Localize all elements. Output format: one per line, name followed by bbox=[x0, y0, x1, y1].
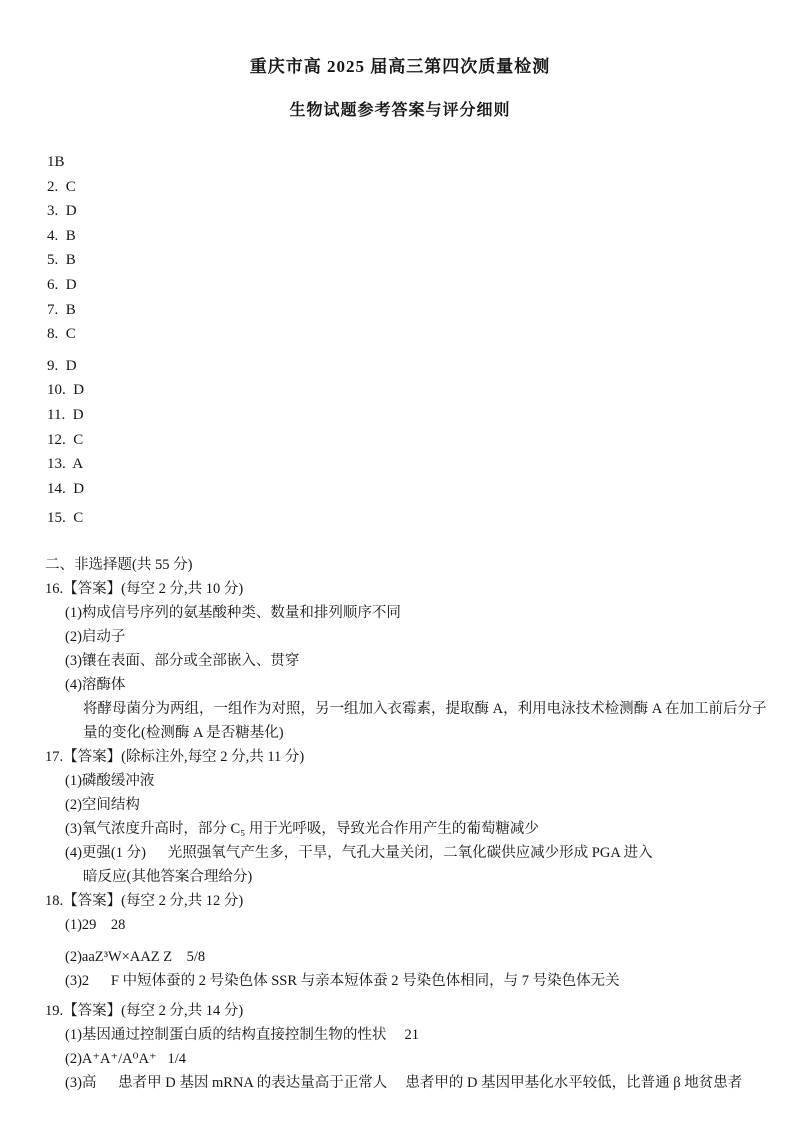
q18-answer-3: (3)2 F 中短体蚕的 2 号染色体 SSR 与亲本短体蚕 2 号染色体相同，与 7 号染色体无关 bbox=[65, 972, 620, 989]
q16-header: 16.【答案】(每空 2 分,共 10 分) bbox=[45, 580, 244, 597]
q16-answer-4-explain-1: 将酵母菌分为两组，一组作为对照，另一组加入衣霉素，提取酶 A，利用电泳技术检测酶 A 在加工前后分子 bbox=[83, 700, 767, 717]
q17-header: 17.【答案】(除标注外,每空 2 分,共 11 分) bbox=[45, 748, 305, 765]
mcq-answer-line-7: 7. B bbox=[47, 301, 76, 318]
q19-answer-1: (1)基因通过控制蛋白质的结构直接控制生物的性状 21 bbox=[65, 1026, 420, 1043]
q19-answer-3: (3)高 患者甲 D 基因 mRNA 的表达量高于正常人 患者甲的 D 基因甲基化水平较低，比普通 β 地贫患者 bbox=[65, 1074, 743, 1091]
q17-answer-1: (1)磷酸缓冲液 bbox=[65, 772, 155, 789]
mcq-answer-line-14: 14. D bbox=[47, 480, 85, 497]
mcq-answer-line-1: 1B bbox=[47, 154, 65, 170]
q16-answer-2: (2)启动子 bbox=[65, 628, 126, 645]
q16-answer-3: (3)镶在表面、部分或全部嵌入、贯穿 bbox=[65, 652, 300, 669]
q18-answer-1: (1)29 28 bbox=[65, 916, 126, 933]
q16-answer-4-explain-2: 量的变化(检测酶 A 是否糖基化) bbox=[83, 724, 284, 741]
mcq-answer-line-13: 13. A bbox=[47, 456, 84, 473]
mcq-answer-line-10: 10. D bbox=[47, 382, 85, 399]
mcq-answer-line-12: 12. C bbox=[47, 431, 84, 448]
choice-answers-list bbox=[47, 150, 800, 531]
mcq-answer-line-2: 2. C bbox=[47, 178, 76, 195]
q19-header: 19.【答案】(每空 2 分,共 14 分) bbox=[45, 1002, 244, 1019]
q18-answer-2: (2)aaZ³W×AAZ Z 5/8 bbox=[65, 948, 206, 965]
q16-answer-1: (1)构成信号序列的氨基酸种类、数量和排列顺序不同 bbox=[65, 604, 401, 621]
document-title: 重庆市高 2025 届高三第四次质量检测 bbox=[249, 57, 551, 76]
mcq-answer-line-6: 6. D bbox=[47, 276, 77, 293]
document-subtitle: 生物试题参考答案与评分细则 bbox=[289, 102, 511, 119]
section-heading: 二、非选择题(共 55 分) bbox=[45, 556, 193, 573]
q17-answer-4-line-2: 暗反应(其他答案合理给分) bbox=[83, 868, 253, 885]
mcq-answer-line-9: 9. D bbox=[47, 357, 77, 374]
mcq-answer-line-11: 11. D bbox=[47, 406, 84, 423]
mcq-answer-line-8: 8. C bbox=[47, 326, 76, 343]
q16-answer-4: (4)溶酶体 bbox=[65, 676, 126, 693]
non-choice-section bbox=[45, 553, 780, 1095]
mcq-answer-line-15: 15. C bbox=[47, 510, 84, 527]
q18-header: 18.【答案】(每空 2 分,共 12 分) bbox=[45, 892, 244, 909]
mcq-answer-line-4: 4. B bbox=[47, 227, 76, 244]
q17-answer-4-line-1: (4)更强(1 分) 光照强氧气产生多，干旱，气孔大量关闭，二氧化碳供应减少形成 PGA 进入 bbox=[65, 844, 653, 861]
q19-answer-2: (2)A⁺A⁺/A⁰A⁺ 1/4 bbox=[65, 1050, 186, 1067]
q17-answer-3: (3)氧气浓度升高时，部分 C₅ 用于光呼吸，导致光合作用产生的葡萄糖减少 bbox=[65, 820, 539, 837]
mcq-answer-line-5: 5. B bbox=[47, 252, 76, 269]
mcq-answer-line-3: 3. D bbox=[47, 203, 77, 220]
q17-answer-2: (2)空间结构 bbox=[65, 796, 140, 813]
